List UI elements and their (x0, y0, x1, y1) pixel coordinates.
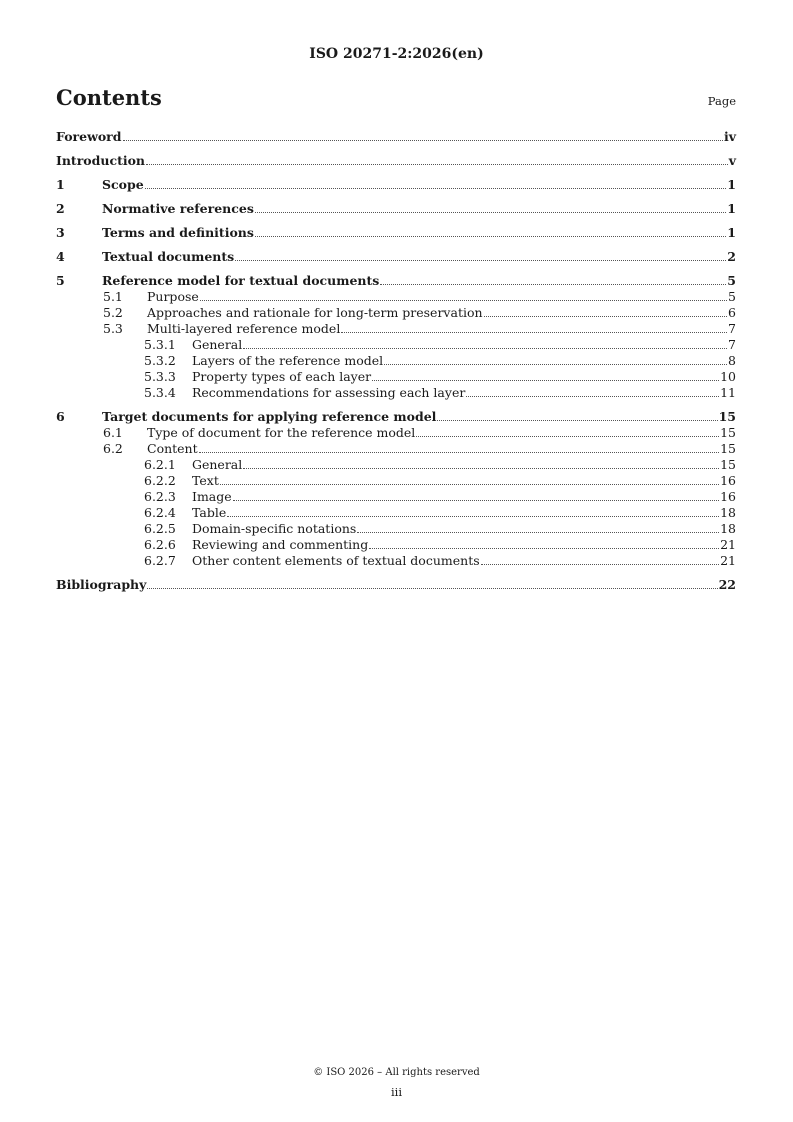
toc-entry-page: 5 (727, 273, 736, 288)
toc-entry-number: 6.2.1 (144, 457, 176, 472)
toc-entry[interactable] (56, 337, 736, 353)
toc-entry[interactable] (56, 353, 736, 369)
toc-dot-leader (199, 451, 719, 453)
toc-entry-label: Scope (102, 177, 144, 192)
toc-entry-label: Reviewing and commenting (192, 537, 369, 552)
toc-entry-number: 5.3.1 (144, 337, 176, 352)
toc-entry[interactable] (56, 457, 736, 473)
toc-entry-number: 6.2.6 (144, 537, 176, 552)
toc-dot-leader (233, 499, 719, 501)
toc-entry[interactable] (56, 425, 736, 441)
toc-entry-page: 18 (720, 521, 736, 536)
toc-dot-leader (384, 363, 727, 365)
toc-entry-number: 1 (56, 177, 65, 192)
contents-title: Contents (56, 85, 162, 110)
toc-entry-page: v (728, 153, 736, 168)
toc-entry-number: 6.2.2 (144, 473, 176, 488)
toc-entry-label: Target documents for applying reference model (102, 409, 437, 424)
toc-entry-label: Content (147, 441, 198, 456)
toc-dot-leader (243, 467, 719, 469)
toc-entry[interactable] (56, 537, 736, 553)
toc-entry[interactable] (56, 553, 736, 569)
toc-entry-number: 6.2.3 (144, 489, 176, 504)
toc-entry[interactable] (56, 225, 736, 241)
toc-entry[interactable] (56, 409, 736, 425)
toc-entry-page: 8 (728, 353, 736, 368)
toc-entry-label: Recommendations for assessing each layer (192, 385, 466, 400)
toc-entry-page: 21 (720, 553, 736, 568)
toc-entry-number: 6 (56, 409, 65, 424)
toc-entry-number: 6.2.7 (144, 553, 176, 568)
toc-dot-leader (255, 235, 726, 237)
toc-dot-leader (123, 139, 723, 141)
toc-entry-page: 18 (720, 505, 736, 520)
toc-dot-leader (357, 531, 719, 533)
toc-dot-leader (466, 395, 719, 397)
table-of-contents (56, 129, 736, 593)
toc-entry-label: Normative references (102, 201, 254, 216)
toc-entry-number: 5.1 (103, 289, 123, 304)
toc-entry-number: 4 (56, 249, 65, 264)
toc-entry-page: 15 (720, 425, 736, 440)
toc-entry-number: 5.3.4 (144, 385, 176, 400)
toc-dot-leader (227, 515, 719, 517)
toc-entry-page: 15 (718, 409, 736, 424)
toc-entry-page: 1 (727, 177, 736, 192)
toc-dot-leader (235, 259, 726, 261)
toc-dot-leader (380, 283, 726, 285)
toc-entry-page: 1 (727, 225, 736, 240)
toc-dot-leader (200, 299, 727, 301)
toc-entry-page: 11 (720, 385, 736, 400)
toc-entry-label: Type of document for the reference model (147, 425, 416, 440)
toc-entry-page: 6 (728, 305, 736, 320)
toc-entry-page: 16 (720, 489, 736, 504)
toc-entry[interactable] (56, 153, 736, 169)
toc-dot-leader (416, 435, 719, 437)
toc-entry[interactable] (56, 177, 736, 193)
toc-entry-page: 1 (727, 201, 736, 216)
toc-entry-label: Property types of each layer (192, 369, 372, 384)
toc-dot-leader (145, 187, 727, 189)
toc-entry-page: 22 (718, 577, 736, 592)
toc-entry-label: Introduction (56, 153, 146, 168)
toc-entry-page: 10 (720, 369, 736, 384)
toc-entry[interactable] (56, 249, 736, 265)
toc-entry-page: iv (723, 129, 736, 144)
toc-entry-page: 21 (720, 537, 736, 552)
page-number: iii (390, 1085, 403, 1099)
toc-entry-page: 7 (728, 321, 736, 336)
toc-dot-leader (341, 331, 727, 333)
toc-entry-page: 15 (720, 441, 736, 456)
toc-entry-number: 3 (56, 225, 65, 240)
toc-entry-number: 2 (56, 201, 65, 216)
toc-entry[interactable] (56, 577, 736, 593)
toc-entry-label: Foreword (56, 129, 122, 144)
copyright-footer: © ISO 2026 – All rights reserved (313, 1067, 480, 1078)
toc-entry-number: 6.2.4 (144, 505, 176, 520)
toc-entry[interactable] (56, 201, 736, 217)
toc-entry[interactable] (56, 289, 736, 305)
toc-dot-leader (481, 563, 719, 565)
toc-dot-leader (484, 315, 728, 317)
toc-entry-label: Terms and definitions (102, 225, 254, 240)
toc-entry-number: 5.3 (103, 321, 123, 336)
toc-entry[interactable] (56, 273, 736, 289)
page-column-label: Page (707, 94, 736, 108)
toc-entry-label: Textual documents (102, 249, 235, 264)
toc-dot-leader (372, 379, 719, 381)
toc-entry-number: 5.3.2 (144, 353, 176, 368)
toc-entry[interactable] (56, 489, 736, 505)
toc-dot-leader (437, 419, 717, 421)
toc-entry-page: 7 (728, 337, 736, 352)
toc-entry-label: Purpose (147, 289, 199, 304)
toc-entry[interactable] (56, 321, 736, 337)
toc-entry[interactable] (56, 305, 736, 321)
toc-entry-page: 16 (720, 473, 736, 488)
toc-entry-label: General (192, 337, 243, 352)
toc-entry-label: Text (192, 473, 219, 488)
toc-entry-label: Table (192, 505, 227, 520)
toc-entry-label: Reference model for textual documents (102, 273, 380, 288)
toc-entry[interactable] (56, 505, 736, 521)
toc-entry-page: 2 (727, 249, 736, 264)
toc-entry-label: Bibliography (56, 577, 147, 592)
toc-dot-leader (255, 211, 726, 213)
toc-entry[interactable] (56, 129, 736, 145)
toc-entry-label: General (192, 457, 243, 472)
document-id-header: ISO 20271-2:2026(en) (309, 46, 484, 62)
toc-entry-number: 6.1 (103, 425, 123, 440)
toc-entry[interactable] (56, 521, 736, 537)
toc-entry[interactable] (56, 473, 736, 489)
toc-entry-page: 15 (720, 457, 736, 472)
contents-title-row (56, 85, 736, 110)
toc-dot-leader (147, 587, 717, 589)
toc-entry-label: Domain-specific notations (192, 521, 357, 536)
toc-entry[interactable] (56, 385, 736, 401)
toc-entry-label: Image (192, 489, 232, 504)
toc-dot-leader (220, 483, 719, 485)
toc-entry-label: Approaches and rationale for long-term preservation (147, 305, 483, 320)
toc-entry-number: 5.2 (103, 305, 123, 320)
toc-entry-page: 5 (728, 289, 736, 304)
toc-dot-leader (146, 163, 728, 165)
toc-entry-number: 5.3.3 (144, 369, 176, 384)
toc-entry[interactable] (56, 369, 736, 385)
toc-entry[interactable] (56, 441, 736, 457)
toc-entry-number: 6.2 (103, 441, 123, 456)
toc-entry-label: Multi-layered reference model (147, 321, 341, 336)
toc-entry-label: Other content elements of textual documents (192, 553, 480, 568)
toc-entry-number: 5 (56, 273, 65, 288)
toc-dot-leader (243, 347, 727, 349)
toc-dot-leader (369, 547, 719, 549)
toc-entry-number: 6.2.5 (144, 521, 176, 536)
toc-entry-label: Layers of the reference model (192, 353, 384, 368)
